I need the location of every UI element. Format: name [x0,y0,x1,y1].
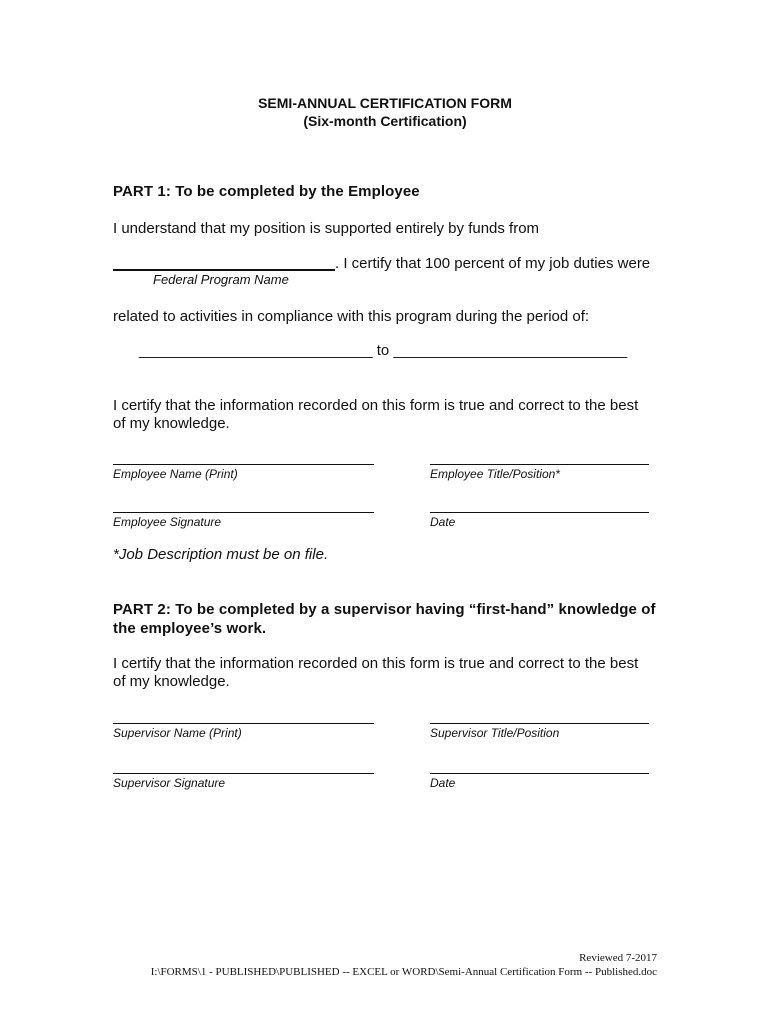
reviewed-date: Reviewed 7-2017 [579,952,657,964]
part1-statement-line1: I certify that the information recorded on this form is true and correct to the best [113,397,639,414]
employee-name-caption: Employee Name (Print) [113,467,238,481]
form-subtitle: (Six-month Certification) [303,113,467,129]
certify-text: . I certify that 100 percent of my job duties were [335,255,651,272]
supervisor-title-field[interactable] [430,723,649,724]
employee-title-caption: Employee Title/Position* [430,467,560,481]
supervisor-name-caption: Supervisor Name (Print) [113,726,242,740]
supervisor-date-field[interactable] [430,773,649,774]
supervisor-signature-field[interactable] [113,773,374,774]
related-text: related to activities in compliance with this program during the period of: [113,308,590,325]
employee-date-caption: Date [430,515,456,529]
supervisor-signature-caption: Supervisor Signature [113,776,226,790]
part2-heading-line2: the employee’s work. [113,620,267,637]
supervisor-date-caption: Date [430,776,456,790]
part2-statement-line2: of my knowledge. [113,673,230,690]
federal-program-field[interactable] [113,269,335,271]
federal-program-caption: Federal Program Name [153,272,289,287]
part1-intro: I understand that my position is supported entirely by funds from [113,220,540,237]
file-path: I:\FORMS\1 - PUBLISHED\PUBLISHED -- EXCEL or WORD\Semi-Annual Certification Form -- Published.doc [150,966,657,978]
period-to-label: to [376,342,390,359]
part1-statement-line2: of my knowledge. [113,415,230,432]
employee-date-field[interactable] [430,512,649,513]
part2-statement-line1: I certify that the information recorded on this form is true and correct to the best [113,655,639,672]
employee-title-field[interactable] [430,464,649,465]
form-title: SEMI-ANNUAL CERTIFICATION FORM [258,95,512,111]
job-description-note: *Job Description must be on file. [113,546,329,563]
supervisor-title-caption: Supervisor Title/Position [430,726,560,740]
employee-name-field[interactable] [113,464,374,465]
period-end-field[interactable]: ____________________________ [393,342,628,359]
period-start-field[interactable]: ____________________________ [139,342,373,359]
employee-signature-caption: Employee Signature [113,515,222,529]
supervisor-name-field[interactable] [113,723,374,724]
part1-heading: PART 1: To be completed by the Employee [113,183,420,200]
period-row [139,341,627,360]
employee-signature-field[interactable] [113,512,374,513]
part2-heading-line1: PART 2: To be completed by a supervisor having “first-hand” knowledge of [113,601,656,618]
